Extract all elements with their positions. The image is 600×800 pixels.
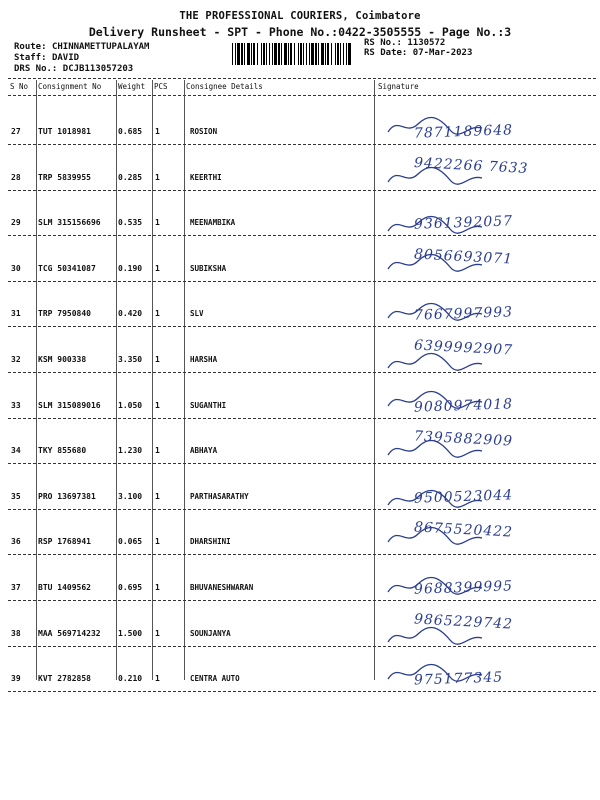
handwritten-phone-number: 9422266 7633 (413, 155, 529, 177)
row-consignee: SUBIKSHA (190, 264, 227, 273)
row-pcs: 1 (155, 173, 160, 182)
drs-value: DCJB113057203 (62, 64, 134, 74)
col-divider (184, 80, 185, 680)
row-sno: 27 (11, 127, 21, 136)
row-separator (8, 509, 596, 510)
row-pcs: 1 (155, 629, 160, 638)
rs-no-value: 1130572 (407, 38, 446, 48)
row-consignee: SUGANTHI (190, 401, 227, 410)
handwritten-phone-number: 8056693071 (413, 246, 514, 268)
signature-handwriting (384, 245, 594, 285)
row-pcs: 1 (155, 264, 160, 273)
row-weight: 0.685 (118, 127, 143, 136)
signature-handwriting (384, 290, 594, 330)
rs-date-value: 07-Mar-2023 (412, 48, 473, 58)
row-weight: 3.100 (118, 492, 143, 501)
rs-date-line (364, 48, 472, 58)
barcode-image (232, 43, 352, 65)
row-weight: 1.500 (118, 629, 143, 638)
row-consignment-no: KVT 2782858 (38, 674, 91, 683)
row-separator (8, 418, 596, 419)
signature-handwriting (384, 564, 594, 604)
row-weight: 0.695 (118, 583, 143, 592)
row-consignee: KEERTHI (190, 173, 222, 182)
row-consignment-no: PRO 13697381 (38, 492, 96, 501)
row-sno: 33 (11, 401, 21, 410)
handwritten-phone-number: 9500523044 (413, 487, 514, 507)
row-consignee: SOUNJANYA (190, 629, 231, 638)
row-separator (8, 190, 596, 191)
row-consignee: DHARSHINI (190, 537, 231, 546)
rs-no-line (364, 38, 445, 48)
row-separator (8, 281, 596, 282)
row-pcs: 1 (155, 401, 160, 410)
handwritten-phone-number: 9080974018 (413, 396, 514, 416)
row-pcs: 1 (155, 355, 160, 364)
company-title: THE PROFESSIONAL COURIERS, Coimbatore (179, 10, 421, 22)
row-separator (8, 144, 596, 145)
col-signature: Signature (378, 82, 419, 91)
row-weight: 3.350 (118, 355, 143, 364)
row-consignment-no: KSM 900338 (38, 355, 87, 364)
col-consignment: Consignment No (38, 82, 102, 91)
col-divider (36, 80, 37, 680)
staff-value: DAVID (51, 53, 80, 63)
col-consignee: Consignee Details (186, 82, 263, 91)
row-pcs: 1 (155, 446, 160, 455)
row-sno: 29 (11, 218, 21, 227)
row-pcs: 1 (155, 674, 160, 683)
row-sno: 39 (11, 674, 21, 683)
row-sno: 32 (11, 355, 21, 364)
row-consignee: MEENAMBIKA (190, 218, 236, 227)
handwritten-phone-number: 9361392057 (413, 213, 514, 233)
drs-line (14, 64, 133, 74)
row-separator (8, 691, 596, 692)
handwritten-phone-number: 7871189648 (413, 122, 514, 142)
handwritten-phone-number: 975177345 (413, 669, 504, 689)
col-weight: Weight (118, 82, 146, 91)
row-consignment-no: SLM 315089016 (38, 401, 101, 410)
row-weight: 1.050 (118, 401, 143, 410)
row-separator (8, 646, 596, 647)
row-sno: 31 (11, 309, 21, 318)
handwritten-phone-number: 7395882909 (413, 428, 514, 450)
row-consignment-no: TRP 5839955 (38, 173, 91, 182)
header-bottom-rule (8, 95, 596, 96)
row-sno: 38 (11, 629, 21, 638)
signature-handwriting (384, 518, 594, 558)
drs-label: DRS No.: (14, 64, 58, 74)
signature-handwriting (384, 154, 594, 194)
row-consignment-no: SLM 315156696 (38, 218, 101, 227)
header-top-rule (8, 78, 596, 79)
signature-handwriting (384, 336, 594, 376)
row-consignment-no: BTU 1409562 (38, 583, 91, 592)
rs-date-label: RS Date: (364, 48, 408, 58)
sheet-title: Delivery Runsheet - SPT - Phone No.:0422-3505555 - Page No.:3 (88, 25, 512, 39)
row-pcs: 1 (155, 309, 160, 318)
row-consignee: ROSION (190, 127, 218, 136)
row-consignee: BHUVANESHWARAN (190, 583, 254, 592)
row-consignment-no: RSP 1768941 (38, 537, 91, 546)
signature-handwriting (384, 382, 594, 422)
route-line (14, 42, 149, 52)
row-consignment-no: TKY 855680 (38, 446, 87, 455)
staff-label: Staff: (14, 53, 47, 63)
row-pcs: 1 (155, 537, 160, 546)
row-pcs: 1 (155, 127, 160, 136)
handwritten-phone-number: 7667997993 (413, 304, 514, 324)
table-header (8, 80, 596, 94)
row-weight: 0.210 (118, 674, 143, 683)
staff-line (14, 53, 79, 63)
handwritten-phone-number: 9688399995 (413, 578, 514, 598)
row-consignee: HARSHA (190, 355, 218, 364)
row-weight: 0.065 (118, 537, 143, 546)
col-pcs: PCS (154, 82, 168, 91)
col-divider (116, 80, 117, 680)
row-consignee: PARTHASARATHY (190, 492, 249, 501)
row-separator (8, 554, 596, 555)
row-sno: 35 (11, 492, 21, 501)
row-sno: 30 (11, 264, 21, 273)
row-separator (8, 600, 596, 601)
handwritten-phone-number: 8675520422 (413, 519, 514, 541)
col-divider (152, 80, 153, 680)
col-divider (374, 80, 375, 680)
handwritten-phone-number: 9865229742 (413, 611, 514, 633)
rs-no-label: RS No.: (364, 38, 402, 48)
handwritten-phone-number: 6399992907 (413, 337, 514, 359)
row-consignee: SLV (190, 309, 204, 318)
row-pcs: 1 (155, 218, 160, 227)
row-consignment-no: TUT 1018981 (38, 127, 91, 136)
row-separator (8, 463, 596, 464)
row-separator (8, 326, 596, 327)
signature-handwriting (384, 199, 594, 239)
row-sno: 28 (11, 173, 21, 182)
row-separator (8, 372, 596, 373)
col-sno: S No (10, 82, 29, 91)
route-label: Route: (14, 42, 47, 52)
row-weight: 0.535 (118, 218, 143, 227)
row-consignee: CENTRA AUTO (190, 674, 240, 683)
row-sno: 37 (11, 583, 21, 592)
row-weight: 1.230 (118, 446, 143, 455)
row-weight: 0.190 (118, 264, 143, 273)
row-sno: 34 (11, 446, 21, 455)
signature-handwriting (384, 610, 594, 650)
signature-handwriting (384, 473, 594, 513)
row-weight: 0.285 (118, 173, 143, 182)
row-consignment-no: TCG 50341087 (38, 264, 96, 273)
route-value: CHINNAMETTUPALAYAM (51, 42, 150, 52)
row-consignment-no: TRP 7950840 (38, 309, 91, 318)
row-consignee: ABHAYA (190, 446, 218, 455)
row-consignment-no: MAA 569714232 (38, 629, 101, 638)
row-separator (8, 235, 596, 236)
row-pcs: 1 (155, 492, 160, 501)
signature-handwriting (384, 655, 594, 695)
signature-handwriting (384, 427, 594, 467)
row-pcs: 1 (155, 583, 160, 592)
signature-handwriting (384, 108, 594, 148)
row-weight: 0.420 (118, 309, 143, 318)
row-sno: 36 (11, 537, 21, 546)
